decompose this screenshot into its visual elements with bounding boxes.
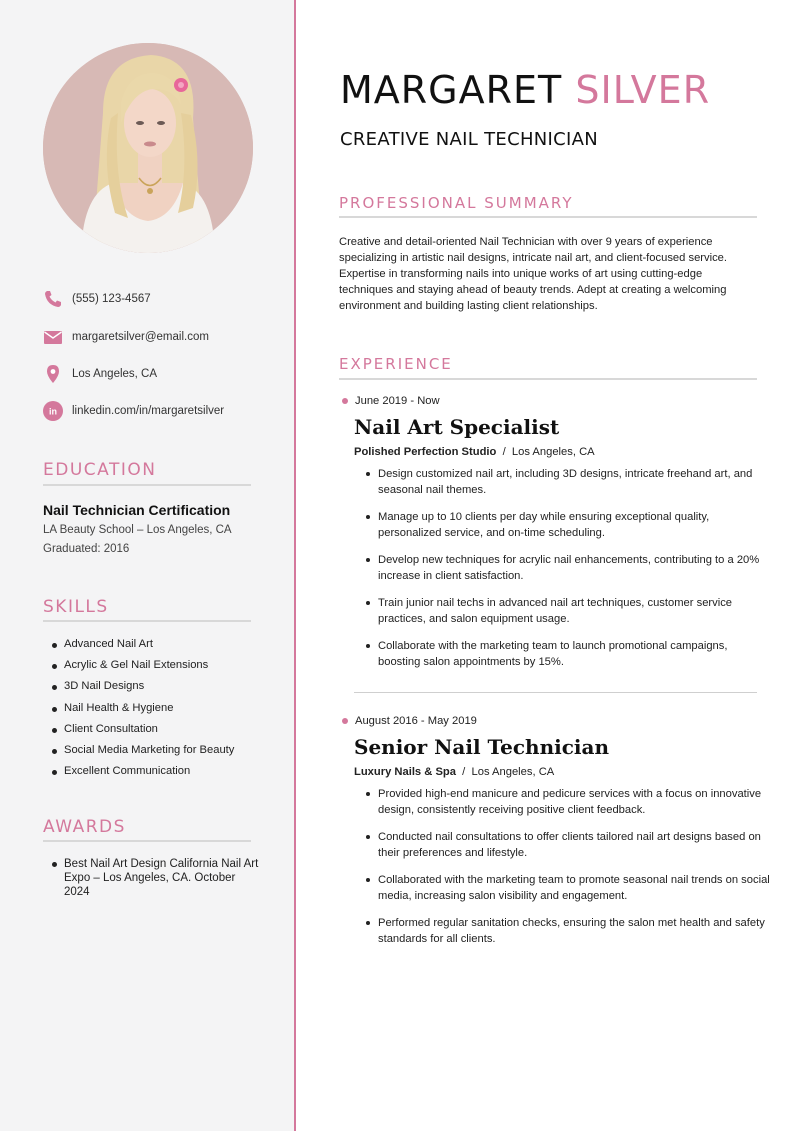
company-location: Los Angeles, CA — [511, 446, 595, 458]
job-bullet: Train junior nail techs in advanced nail art techniques, customer service practices, and salon equipment usage. — [366, 595, 772, 627]
education-rule — [43, 484, 251, 486]
skill-item: Client Consultation — [52, 723, 234, 744]
job-bullet: Manage up to 10 clients per day while ensuring exceptional quality, personalized service, and on-time scheduling. — [366, 509, 772, 541]
contact-email[interactable] — [43, 327, 209, 347]
job-bullets — [366, 786, 772, 958]
summary-heading: PROFESSIONAL SUMMARY — [339, 194, 574, 212]
location-text: Los Angeles, CA — [72, 368, 158, 380]
contact-linkedin[interactable] — [43, 401, 224, 421]
job-date-text: June 2019 - Now — [355, 395, 440, 407]
job-bullet: Collaborated with the marketing team to promote seasonal nail trends on social media, increasing salon visibility and engagement. — [366, 872, 772, 904]
job-bullet: Develop new techniques for acrylic nail enhancements, contributing to a 20% increase in client satisfaction. — [366, 552, 772, 584]
phone-text: (555) 123-4567 — [72, 293, 151, 305]
date-dot-icon — [342, 718, 348, 724]
company-separator: / — [459, 766, 469, 778]
job-title: Senior Nail Technician — [354, 735, 609, 759]
skill-item: Nail Health & Hygiene — [52, 702, 234, 723]
job-bullet: Provided high-end manicure and pedicure services with a focus on innovative design, consistently receiving positive client feedback. — [366, 786, 772, 818]
summary-rule — [339, 216, 757, 218]
skill-item: Excellent Communication — [52, 765, 234, 786]
job-bullets — [366, 466, 772, 681]
experience-rule — [339, 378, 757, 380]
job-separator — [354, 692, 757, 693]
linkedin-icon — [43, 401, 63, 421]
skill-item: Acrylic & Gel Nail Extensions — [52, 659, 234, 680]
awards-rule — [43, 840, 251, 842]
location-icon — [43, 364, 63, 384]
email-icon — [43, 327, 63, 347]
job-company — [354, 766, 554, 778]
skill-item: Social Media Marketing for Beauty — [52, 744, 234, 765]
education-graduated: Graduated: 2016 — [43, 543, 130, 555]
company-name: Polished Perfection Studio — [354, 446, 497, 458]
email-text: margaretsilver@email.com — [72, 331, 209, 343]
company-location: Los Angeles, CA — [471, 766, 555, 778]
job-role: CREATIVE NAIL TECHNICIAN — [340, 129, 599, 150]
sidebar — [0, 0, 294, 1131]
phone-icon — [43, 289, 63, 309]
job-bullet: Collaborate with the marketing team to launch promotional campaigns, boosting salon appointments by 15%. — [366, 638, 772, 670]
job-company — [354, 446, 595, 458]
award-item: Best Nail Art Design California Nail Art Expo – Los Angeles, CA. October 2024 — [52, 857, 262, 899]
job-date — [342, 715, 477, 727]
date-dot-icon — [342, 398, 348, 404]
first-name: MARGARET — [340, 68, 563, 112]
main-content — [296, 0, 800, 1131]
profile-photo — [43, 43, 253, 253]
skills-list — [52, 638, 234, 786]
portrait-illustration — [43, 43, 253, 253]
company-name: Luxury Nails & Spa — [354, 766, 456, 778]
summary-text: Creative and detail-oriented Nail Technician with over 9 years of experience specializing in artistic nail designs, intricate nail art, and client-focused service. Expertise in transforming nails into unique works of art using cutting-edge techniques and staying ahead of beauty trends. Adept at creating a welcoming environment and building lasting client relationships. — [339, 236, 728, 312]
full-name — [340, 68, 710, 112]
skill-item: 3D Nail Designs — [52, 680, 234, 701]
skills-rule — [43, 620, 251, 622]
job-title: Nail Art Specialist — [354, 415, 560, 439]
company-separator: / — [499, 446, 509, 458]
education-school: LA Beauty School – Los Angeles, CA — [43, 524, 232, 536]
job-bullet: Conducted nail consultations to offer clients tailored nail art designs based on their preferences and lifestyle. — [366, 829, 772, 861]
education-heading: EDUCATION — [43, 460, 157, 480]
last-name: SILVER — [575, 68, 711, 112]
job-bullet: Design customized nail art, including 3D designs, intricate freehand art, and seasonal nail themes. — [366, 466, 772, 498]
job-date — [342, 395, 440, 407]
linkedin-text: linkedin.com/in/margaretsilver — [72, 405, 225, 417]
svg-text:in: in — [49, 406, 57, 417]
contact-location[interactable] — [43, 364, 157, 384]
job-bullet: Performed regular sanitation checks, ensuring the salon met health and safety standards for all clients. — [366, 915, 772, 947]
awards-heading: AWARDS — [43, 817, 126, 837]
contact-phone[interactable] — [43, 289, 151, 309]
skills-heading: SKILLS — [43, 597, 109, 617]
skill-item: Advanced Nail Art — [52, 638, 234, 659]
education-title: Nail Technician Certification — [43, 502, 231, 518]
experience-heading: EXPERIENCE — [339, 355, 453, 373]
job-date-text: August 2016 - May 2019 — [355, 715, 477, 727]
awards-list — [52, 857, 262, 899]
